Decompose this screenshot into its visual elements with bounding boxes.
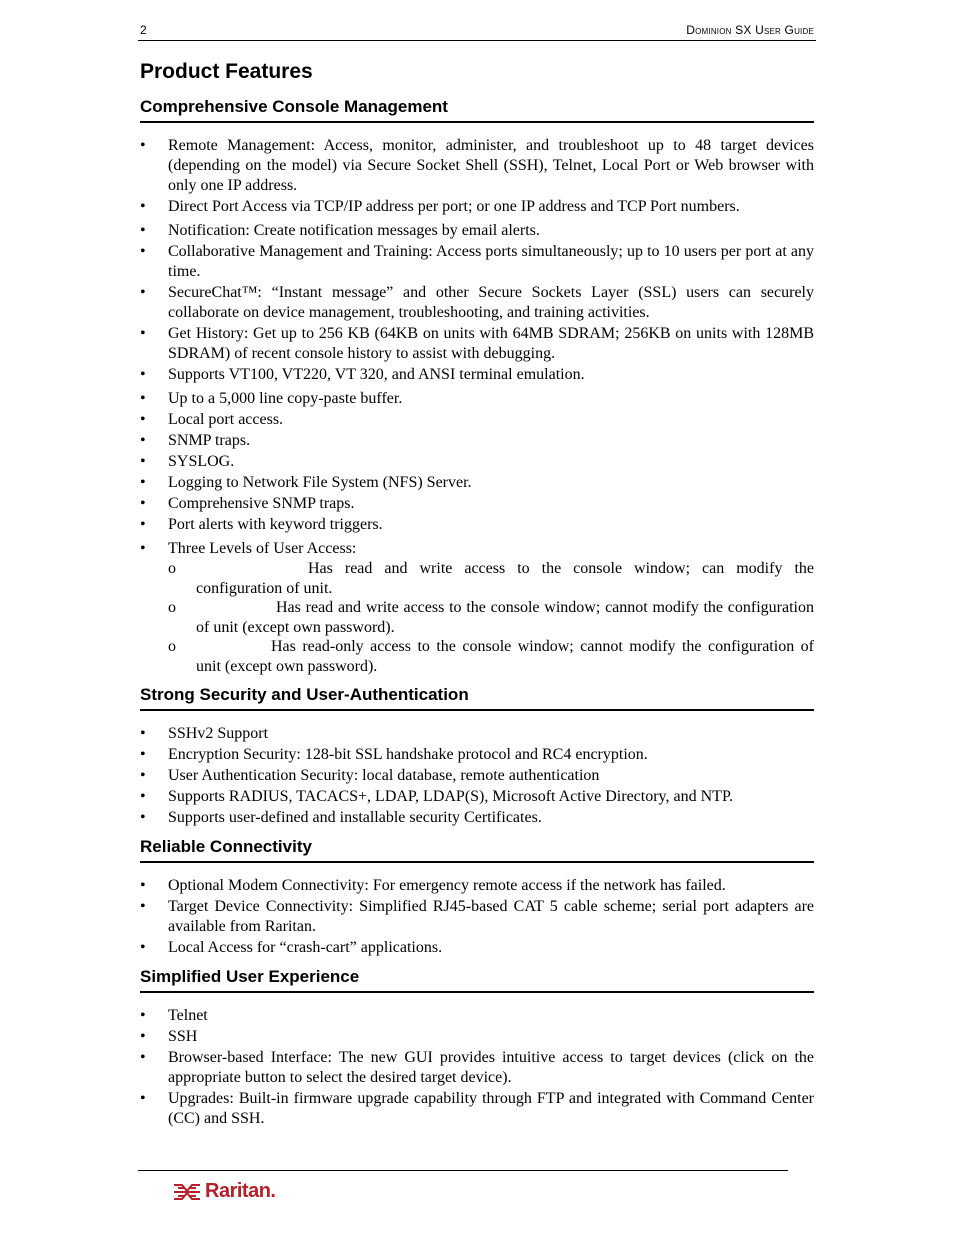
- raritan-logo-icon: [172, 1182, 202, 1202]
- list-item: • Local Access for “crash-cart” applications.: [140, 938, 814, 958]
- list-item: • SSH: [140, 1027, 814, 1047]
- list-item: • Supports RADIUS, TACACS+, LDAP, LDAP(S), Microsoft Active Directory, and NTP.: [140, 787, 814, 807]
- section-heading-security: Strong Security and User-Authentication: [140, 684, 814, 711]
- user-access-label: Three Levels of User Access:: [168, 540, 357, 557]
- list-item: • SYSLOG.: [140, 452, 814, 472]
- footer-rule: [138, 1170, 788, 1171]
- sub-list-item-observer: [168, 637, 814, 676]
- list-item-user-access: [140, 539, 814, 676]
- list-item: • Comprehensive SNMP traps.: [140, 494, 814, 514]
- list-item: • Port alerts with keyword triggers.: [140, 515, 814, 535]
- list-item: • SSHv2 Support: [140, 724, 814, 744]
- user-access-sublist: [168, 559, 814, 676]
- section-heading-connectivity: Reliable Connectivity: [140, 836, 814, 863]
- sub-list-item-text: Has read and write access to the console window; can modify the configuration of unit.: [196, 560, 814, 597]
- list-item: • Remote Management: Access, monitor, administer, and troubleshoot up to 48 target devices (depending on the model) via Secure Socket Shell (SSH), Telnet, Local Port or Web browser with only one IP address.: [140, 136, 814, 196]
- list-item: • Encryption Security: 128-bit SSL handshake protocol and RC4 encryption.: [140, 745, 814, 765]
- sub-list-item-text: Has read and write access to the console window; cannot modify the configuration of unit (except own password).: [196, 599, 814, 636]
- raritan-logo-text: Raritan.: [205, 1180, 276, 1202]
- list-item: • Supports VT100, VT220, VT 320, and ANSI terminal emulation.: [140, 365, 814, 385]
- raritan-logo: [172, 1180, 275, 1203]
- list-item: • SNMP traps.: [140, 431, 814, 451]
- list-item: • Supports user-defined and installable security Certificates.: [140, 808, 814, 828]
- page-number: 2: [140, 23, 147, 37]
- list-item: • Direct Port Access via TCP/IP address per port; or one IP address and TCP Port numbers.: [140, 197, 814, 217]
- connectivity-list: [140, 863, 814, 958]
- list-item: • Telnet: [140, 1006, 814, 1026]
- list-item: • SecureChat™: “Instant message” and other Secure Sockets Layer (SSL) users can securely collaborate on device management, troubleshooting, and training activities.: [140, 283, 814, 323]
- list-item: • User Authentication Security: local database, remote authentication: [140, 766, 814, 786]
- security-list: [140, 711, 814, 828]
- section-heading-user-experience: Simplified User Experience: [140, 966, 814, 993]
- list-item: • Optional Modem Connectivity: For emergency remote access if the network has failed.: [140, 876, 814, 896]
- running-header-title: Dominion SX User Guide: [686, 23, 814, 37]
- section-heading-console-management: Comprehensive Console Management: [140, 96, 814, 123]
- list-item: • Get History: Get up to 256 KB (64KB on units with 64MB SDRAM; 256KB on units with 128MB SDRAM) of recent console history to assist with debugging.: [140, 324, 814, 364]
- console-management-list: [140, 123, 814, 676]
- sub-list-item-text: Has read-only access to the console window; cannot modify the configuration of unit (except own password).: [196, 638, 814, 675]
- list-item: • Local port access.: [140, 410, 814, 430]
- user-experience-list: [140, 993, 814, 1129]
- list-item: • Logging to Network File System (NFS) Server.: [140, 473, 814, 493]
- sub-list-item-operator: [168, 598, 814, 637]
- list-item: • Upgrades: Built-in firmware upgrade capability through FTP and integrated with Command Center (CC) and SSH.: [140, 1089, 814, 1129]
- list-item: • Up to a 5,000 line copy-paste buffer.: [140, 389, 814, 409]
- list-item: • Notification: Create notification messages by email alerts.: [140, 221, 814, 241]
- list-item: • Target Device Connectivity: Simplified RJ45-based CAT 5 cable scheme; serial port adapters are available from Raritan.: [140, 897, 814, 937]
- page-content: [140, 58, 814, 1130]
- list-item: • Collaborative Management and Training: Access ports simultaneously; up to 10 users per port at any time.: [140, 242, 814, 282]
- header-rule: [138, 40, 816, 41]
- page-title: Product Features: [140, 60, 313, 83]
- list-item: • Browser-based Interface: The new GUI provides intuitive access to target devices (click on the appropriate button to select the desired target device).: [140, 1048, 814, 1088]
- sub-list-item-admin: [168, 559, 814, 598]
